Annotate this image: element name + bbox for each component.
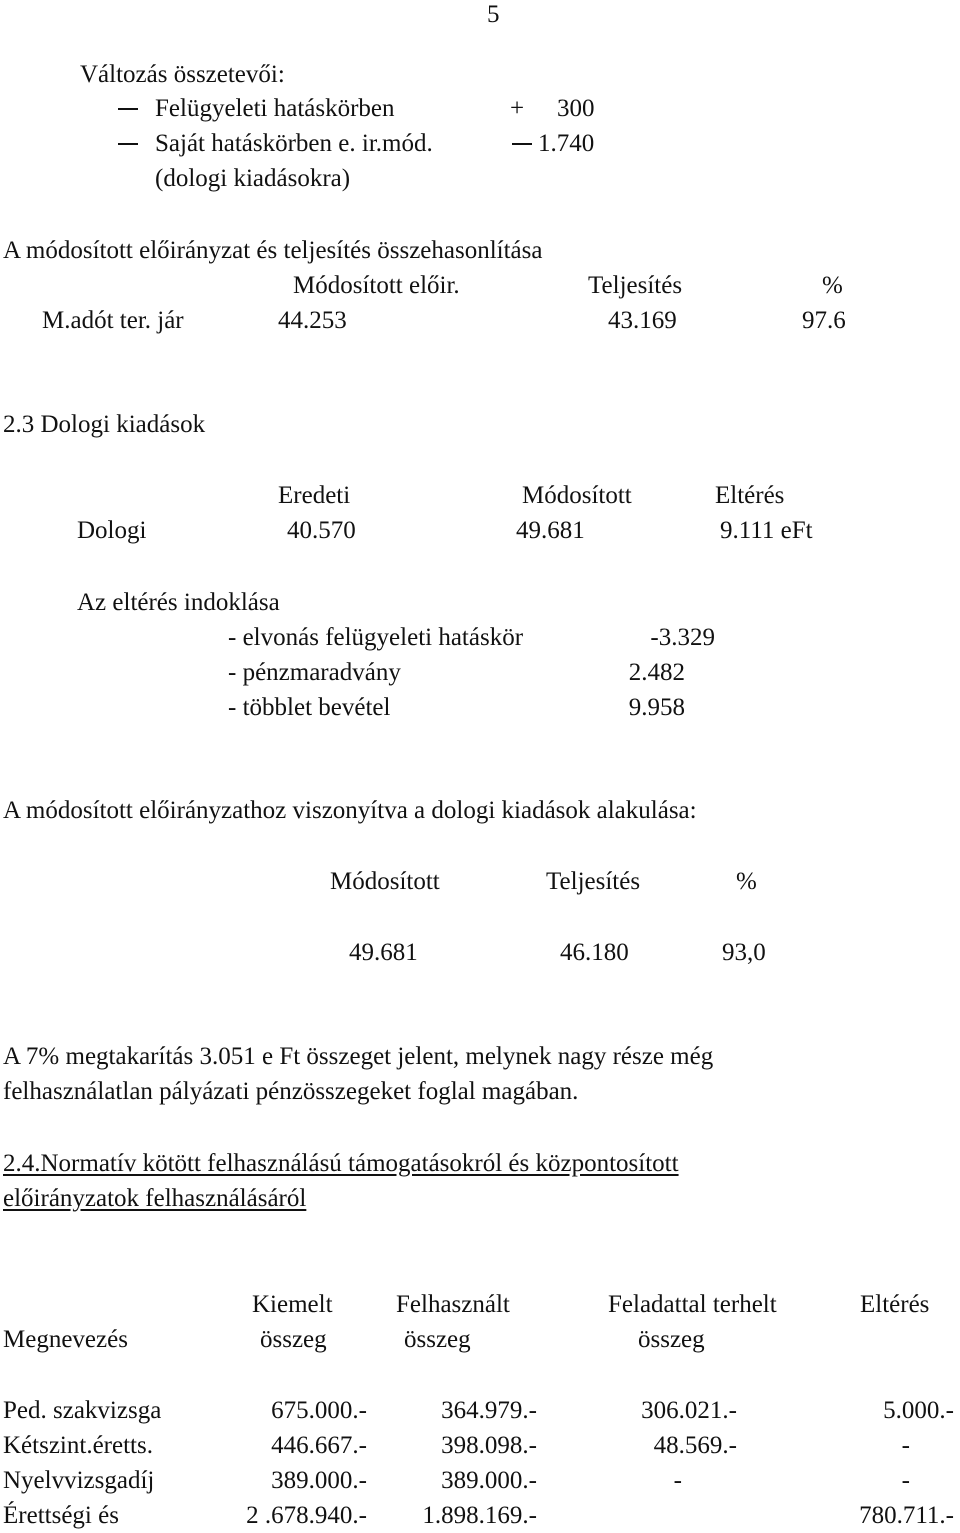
column-header: Teljesítés [546, 868, 641, 895]
column-header: összeg [638, 1326, 705, 1353]
column-header: Feladattal terhelt [608, 1291, 777, 1318]
column-header: % [736, 868, 757, 895]
justification-value: -3.329 [650, 624, 715, 651]
table-cell: - [901, 1432, 910, 1459]
change-components-note: (dologi kiadásokra) [155, 165, 351, 192]
table-row-name: Érettségi és [3, 1502, 119, 1529]
table-cell: 2 .678.940.- [246, 1502, 367, 1529]
column-header: Kiemelt [252, 1291, 333, 1318]
column-header: Eredeti [278, 482, 351, 509]
table-cell: 306.021.- [641, 1397, 737, 1424]
section-title: előirányzatok felhasználásáról [3, 1185, 307, 1212]
column-header: Eltérés [860, 1291, 930, 1318]
trend-value: 93,0 [722, 939, 766, 966]
column-header: Felhasznált [396, 1291, 510, 1318]
table-row-name: Nyelvvizsgadíj [3, 1467, 155, 1494]
row-value: 9.111 eFt [720, 517, 813, 544]
column-header: Módosított [330, 868, 440, 895]
section-title: 2.4.Normatív kötött felhasználású támogatásokról és központosított [3, 1150, 679, 1177]
comparison-title: A módosított előirányzat és teljesítés összehasonlítása [3, 237, 543, 264]
justification-value: 2.482 [628, 659, 685, 686]
justification-label: - elvonás felügyeleti hatáskör [228, 624, 524, 651]
table-cell: - [901, 1467, 910, 1494]
column-header: % [822, 272, 843, 299]
row-label: Dologi [77, 517, 147, 544]
justification-value: 9.958 [628, 694, 685, 721]
table-cell: 446.667.- [271, 1432, 367, 1459]
change-item-label: Saját hatáskörben e. ir.mód. [155, 130, 433, 157]
row-value: 40.570 [287, 517, 356, 544]
change-item-value: 300 [557, 95, 595, 122]
page-number: 5 [487, 1, 500, 28]
table-cell: 389.000.- [441, 1467, 537, 1494]
section-title: 2.3 Dologi kiadások [3, 411, 206, 438]
column-header: Eltérés [715, 482, 785, 509]
dash-bullet [118, 108, 138, 110]
column-header: Módosított [522, 482, 632, 509]
column-header: Teljesítés [588, 272, 683, 299]
trend-value: 49.681 [349, 939, 418, 966]
row-label: M.adót ter. jár [42, 307, 184, 334]
savings-text: A 7% megtakarítás 3.051 e Ft összeget jelent, melynek nagy része még [3, 1043, 714, 1070]
table-cell: 398.098.- [441, 1432, 537, 1459]
minus-sign [512, 143, 532, 145]
trend-value: 46.180 [560, 939, 629, 966]
dash-bullet [118, 143, 138, 145]
change-item-value: 1.740 [538, 130, 595, 157]
justification-label: - többlet bevétel [228, 694, 391, 721]
row-value: 44.253 [278, 307, 347, 334]
table-cell: 780.711.- [859, 1502, 954, 1529]
row-value: 43.169 [608, 307, 677, 334]
table-row-name: Ped. szakvizsga [3, 1397, 162, 1424]
change-item-label: Felügyeleti hatáskörben [155, 95, 395, 122]
change-item-sign: + [510, 95, 525, 122]
table-cell: 364.979.- [441, 1397, 537, 1424]
justification-label: - pénzmaradvány [228, 659, 401, 686]
table-cell: 48.569.- [653, 1432, 737, 1459]
change-components-heading: Változás összetevői: [80, 61, 285, 88]
table-cell: 5.000.- [883, 1397, 954, 1424]
row-value: 49.681 [516, 517, 585, 544]
column-header: Módosított előir. [293, 272, 460, 299]
trend-title: A módosított előirányzathoz viszonyítva a dologi kiadások alakulása: [3, 797, 697, 824]
savings-text: felhasználatlan pályázati pénzösszegeket foglal magában. [3, 1078, 579, 1105]
column-header: Megnevezés [3, 1326, 128, 1353]
table-cell: - [673, 1467, 682, 1494]
justification-title: Az eltérés indoklása [77, 589, 280, 616]
table-row-name: Kétszint.éretts. [3, 1432, 153, 1459]
row-value: 97.6 [802, 307, 846, 334]
table-cell: 675.000.- [271, 1397, 367, 1424]
table-cell: 389.000.- [271, 1467, 367, 1494]
column-header: összeg [260, 1326, 327, 1353]
table-cell: 1.898.169.- [422, 1502, 537, 1529]
column-header: összeg [404, 1326, 471, 1353]
